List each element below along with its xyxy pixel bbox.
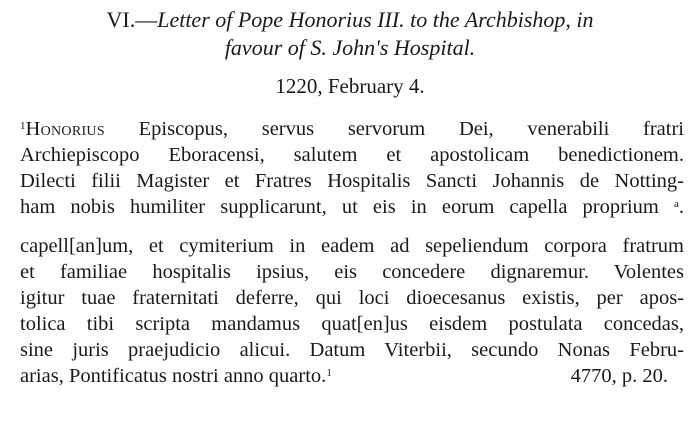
letter-line-6: et familiae hospitalis ipsius, eis concedere dignaremur. Volentes (20, 261, 684, 283)
footnote-marker-a: a (674, 198, 679, 210)
heading-title-part-1: Letter of Pope Honorius III. to the Archbishop, in (157, 7, 594, 32)
letter-line-1 (20, 116, 684, 142)
letter-line-4-text: ham nobis humiliter supplicarunt, ut eis in eorum capella proprium (20, 196, 659, 218)
footnote-marker-a-dot: . (678, 196, 685, 218)
source-reference: 4770, p. 20. (570, 365, 668, 387)
footnote-marker-closing: 1 (326, 367, 332, 379)
letter-line-7: igitur tuae fraternitati deferre, qui loci dioecesanus existis, per apos- (20, 287, 684, 309)
letter-line-10-text: arias, Pontificatus nostri anno quarto. (20, 365, 327, 387)
heading-line-2 (0, 35, 700, 61)
heading-title-part-2: favour of S. John's Hospital. (224, 35, 476, 60)
opening-word: Honorius (25, 118, 105, 140)
heading-line-1 (0, 7, 700, 33)
letter-line-3: Dilecti filii Magister et Fratres Hospitalis Sancti Johannis de Notting- (20, 170, 684, 192)
letter-line-4 (20, 194, 684, 220)
heading-number: VI. (106, 7, 136, 32)
heading-dash: — (135, 7, 158, 32)
letter-date: 1220, February 4. (275, 74, 425, 98)
letter-line-2: Archiepiscopo Eboracensi, salutem et apostolicam benedictionem. (20, 144, 684, 166)
letter-line-5: capell[an]um, et cymiterium in eadem ad sepeliendum corpora fratrum (20, 235, 684, 257)
letter-line-10 (20, 363, 684, 389)
letter-line-1-text: Episcopus, servus servorum Dei, venerabili fratri (104, 118, 684, 140)
letter-line-9: sine juris praejudicio alicui. Datum Viterbii, secundo Nonas Febru- (20, 339, 684, 361)
footnote-marker-opening: 1 (20, 120, 26, 132)
letter-line-8: tolica tibi scripta mandamus quat[en]us eisdem postulata concedas, (20, 313, 684, 335)
